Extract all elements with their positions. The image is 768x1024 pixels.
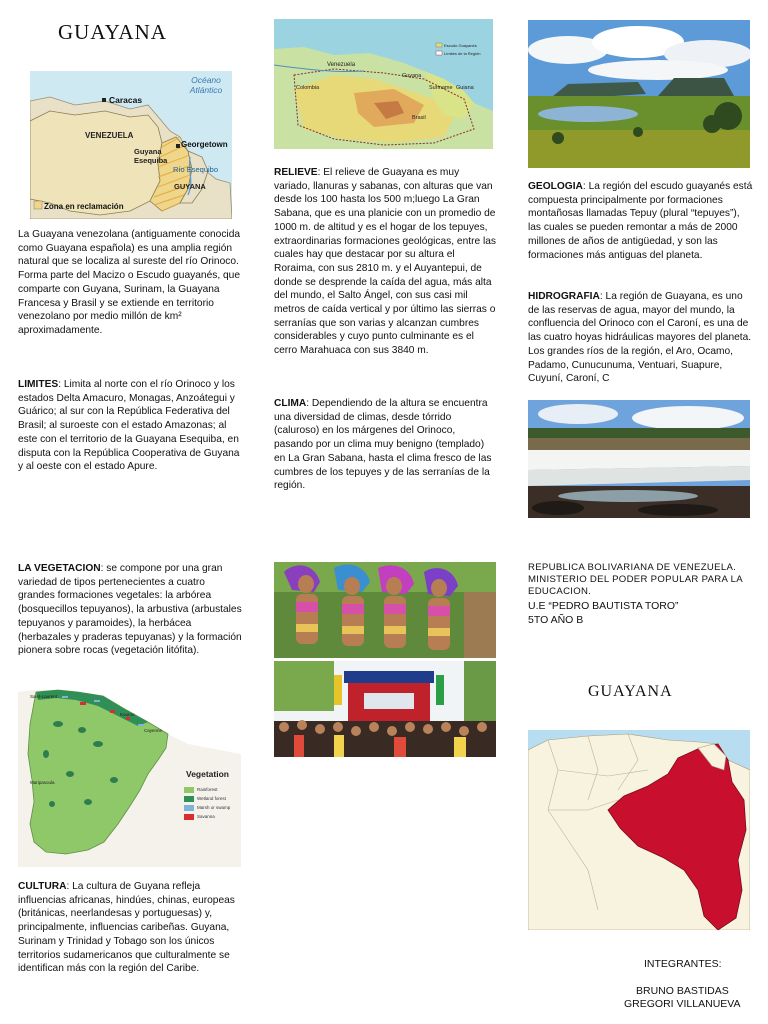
relieve-paragraph: [274, 166, 496, 358]
header-republica: REPUBLICA BOLIVARIANA DE VENEZUELA.: [528, 562, 737, 573]
integrantes-label: INTEGRANTES:: [644, 958, 722, 970]
hidrografia-label: HIDROGRAFIA: [528, 291, 600, 302]
veg-legend-title: Vegetation: [186, 769, 229, 779]
relieve-label: RELIEVE: [274, 167, 318, 178]
veg-map-city-cayenne: Cayenne: [144, 728, 163, 733]
page-title: GUAYANA: [58, 20, 167, 44]
map-label-georgetown: Georgetown: [181, 140, 228, 149]
vegetacion-text: : se compone por una gran variedad de tipos pertenecientes a cuatro grandes formaciones vegetales: la arbórea (bosquecillos tepuyanos), la arbustiva (arbustales tepuyanos y paramoides), la herbácea (herbazales y praderas tepuyanas) y la formación pionera sobre rocas (vegetación litófita).: [18, 563, 242, 657]
geologia-paragraph: [528, 180, 754, 262]
veg-legend-item-wetland: Wetland forest: [197, 796, 226, 801]
map-label-caracas: Caracas: [109, 95, 143, 105]
relief-map-label-colombia: Colombia: [296, 85, 320, 91]
waterfall-photo: [528, 400, 750, 518]
relief-map-label-guiana: Guiana: [456, 85, 474, 91]
carnival-dancers-photo: [274, 562, 496, 658]
member-gregori: GREGORI VILLANUEVA: [624, 998, 741, 1010]
clima-paragraph: [274, 397, 496, 493]
relief-map: [274, 19, 493, 149]
limites-label: LIMITES: [18, 379, 59, 390]
back-cover-title: GUAYANA: [588, 683, 673, 700]
grade-label: 5TO AÑO B: [528, 614, 584, 626]
clima-text: : Dependiendo de la altura se encuentra una diversidad de climas, desde tórrido (caluroso) en los márgenes del Orinoco, pasando por un clima muy benigno (templado) en La Gran Sabana, hasta el clima fresco de las cumbres de los tepuyes y de las serranías de la región.: [274, 398, 492, 492]
cultura-text: : La cultura de Guyana refleja influencias africanas, hindúes, chinas, europeas (británicas, neerlandesas y portuguesas) y, principalmente, influencias caribeñas. Guyana, Surinam y Trinidad y Tobago son los únicos territorios sudamericanos que culturalmente se identifican más con la región del Caribe.: [18, 881, 235, 975]
intro-paragraph: La Guayana venezolana (antiguamente conocida como Guayana española) es una amplia región natural que se localiza al sureste del río Orinoco. Forma parte del Macizo o Escudo guayanés, que comparte con Guyana, Surinam, la Guayana Francesa y Brasil y se extiende en territorio venezolano por medio millón de km² aproximadamente.: [18, 229, 241, 336]
relief-map-label-guyana: Guyana: [402, 73, 422, 79]
relieve-text: : El relieve de Guayana es muy variado, llanuras y sabanas, con alturas que van desde los 100 hasta los 500 m;luego La Gran Sabana, que es una planicie con un promedio de 1000 m. de altitud y es el hogar de los tepuyes, extraordinarias formaciones geológicas, entre las cuales hay que destacar por su altura el Roraima, con sus 2810 m. y el Auyantepui, de donde se desprende la caída del agua, más alta del mundo, el Salto Ángel, con sus casi mil metros de caída vertical y por último las sierras o serranías que son varias y alcanzan cumbres considerables y cuyo punto culminante es el cerro Marahuaca con sus 3840 m.: [274, 167, 496, 357]
clima-label: CLIMA: [274, 398, 307, 409]
veg-map-city-kourou: Kourou: [120, 712, 135, 717]
veg-legend-item-savanna: Savanna: [197, 814, 215, 819]
member-bruno: BRUNO BASTIDAS: [636, 985, 729, 997]
limites-text: : Limita al norte con el río Orinoco y los estados Delta Amacuro, Monagas, Anzoátegui y Guárico; al sur con la República Federativa del Brasil; al suroeste con el estado Amazonas; al este con el territorio de la Guayana Esequiba, en disputa con la República Cooperativa de Guyana y al oeste con el estado Apure.: [18, 379, 240, 473]
school-name: U.E “PEDRO BAUTISTA TORO”: [528, 600, 679, 612]
tepuy-landscape-photo: [528, 20, 750, 168]
map-label-guyana: GUYANA: [174, 182, 206, 191]
bolivar-state-map: [528, 730, 750, 930]
relief-map-legend-limites: Límites de la Región: [444, 51, 481, 56]
cultura-paragraph: [18, 880, 244, 976]
map-label-zona-reclamacion: Zona en reclamación: [44, 202, 124, 211]
veg-map-city-saint-laurent: Saint-Laurent: [30, 694, 58, 699]
geologia-text: : La región del escudo guayanés está compuesta principalmente por formaciones montañosas llamadas Tepuy (plural “tepuyes”), las cuales se pueden remontar a más de 2000 millones de años de antigüedad, y son las formaciones más antiguas del planeta.: [528, 181, 753, 261]
hidrografia-text: : La región de Guayana, es uno de las reservas de agua, mayor del mundo, la confluencia del Orinoco con el Caroní, es una de las cuatro hoyas hidráulicas mayores del planeta. Los grandes ríos de la región, el Aro, Ocamo, Padamo, Cunucunuma, Ventuari, Suapure, Cuyuní, Caroní, C: [528, 291, 752, 385]
vegetacion-label: LA VEGETACION: [18, 563, 101, 574]
carnival-parade-photo: [274, 661, 496, 757]
header-ministerio: MINISTERIO DEL PODER POPULAR PARA LA EDUCACION.: [528, 574, 743, 598]
map-label-guyana-esequiba: Guyana Esequiba: [134, 147, 168, 165]
relief-map-label-venezuela: Venezuela: [327, 62, 356, 68]
vegetation-map: [18, 684, 241, 867]
venezuela-guyana-map: [30, 71, 232, 219]
relief-map-label-suriname: Suriname: [429, 85, 453, 91]
geologia-label: GEOLOGIA: [528, 181, 583, 192]
hidrografia-paragraph: [528, 290, 754, 386]
relief-map-legend-escudo: Escudo Guayanés: [444, 43, 477, 48]
cultura-label: CULTURA: [18, 881, 67, 892]
map-label-venezuela: VENEZUELA: [85, 131, 134, 140]
relief-map-label-brasil: Brasil: [412, 115, 426, 121]
limites-paragraph: [18, 378, 244, 474]
map-label-ocean: Océano Atlántico: [189, 75, 223, 95]
map-label-rio-esequibo: Río Esequibo: [173, 165, 219, 174]
veg-map-city-maripasoula: Maripasoula: [30, 780, 55, 785]
veg-legend-item-rainforest: Rainforest: [197, 787, 218, 792]
veg-legend-item-marsh: Marsh or swamp: [197, 805, 231, 810]
vegetacion-paragraph: [18, 562, 244, 658]
